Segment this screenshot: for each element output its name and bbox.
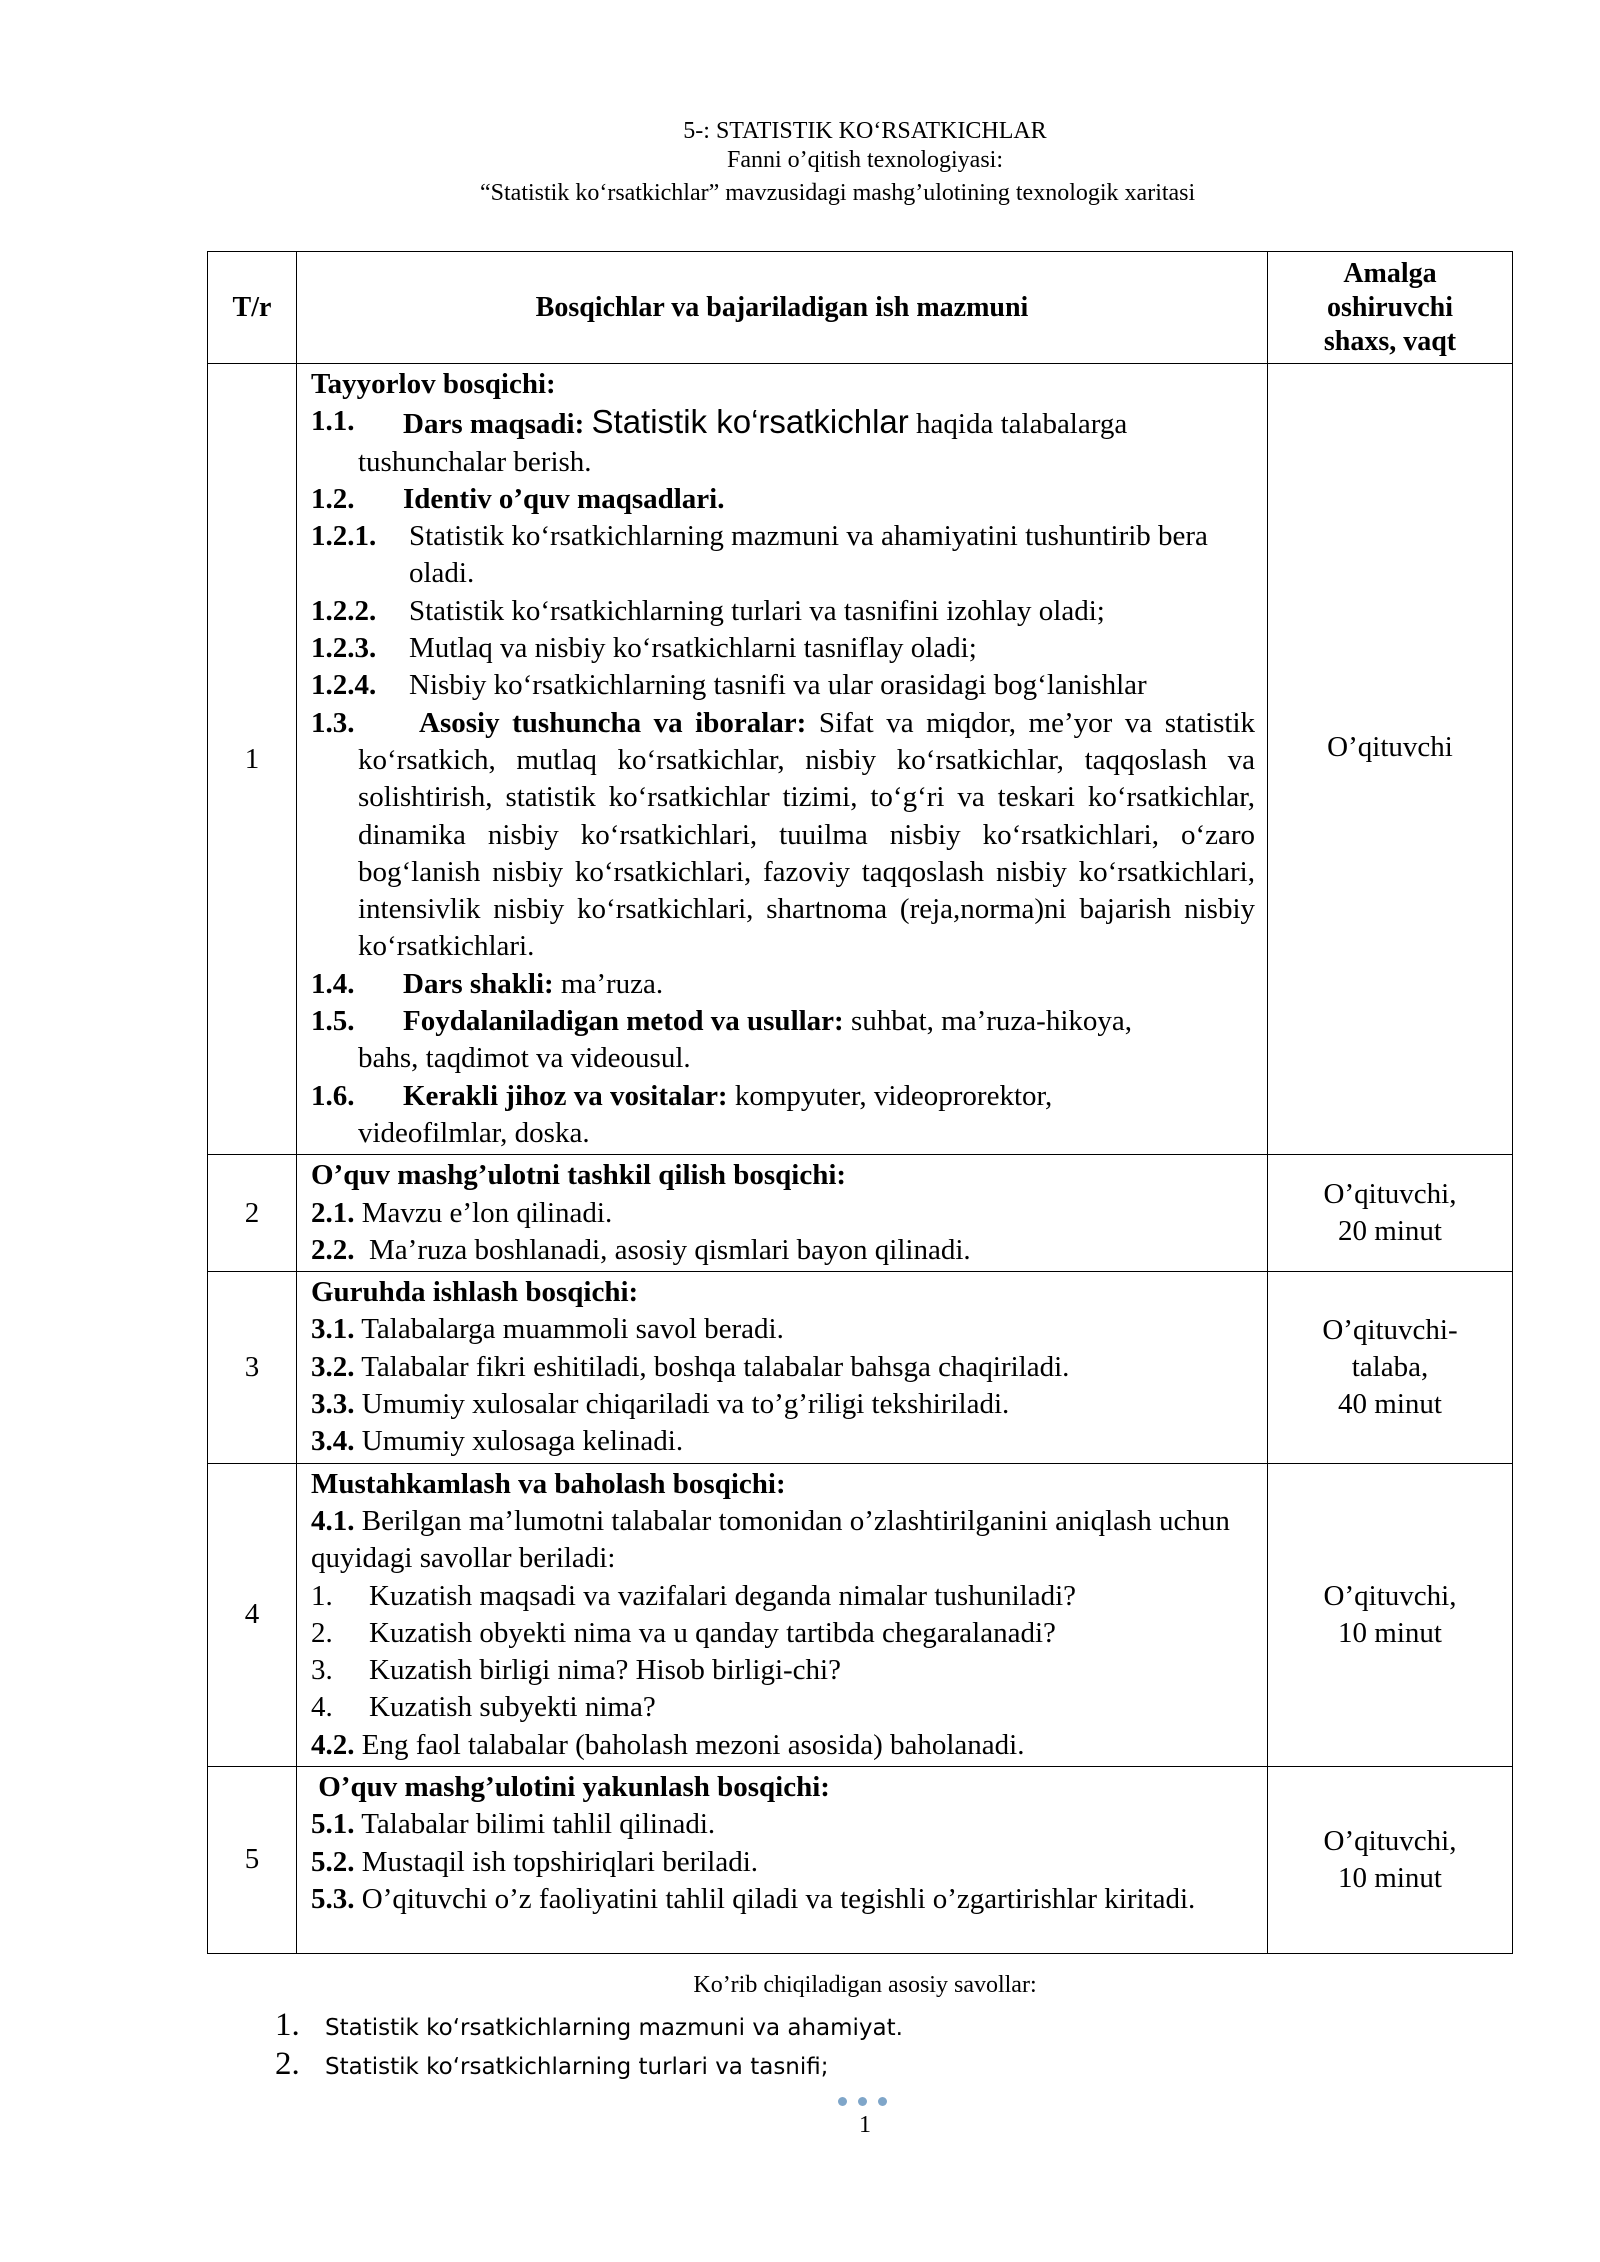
item-label: Foydalaniladigan metod va usullar: <box>403 1005 844 1038</box>
stage-title: Mustahkamlash va baholash bosqichi: <box>311 1467 786 1500</box>
item-value: ma’ruza. <box>560 967 664 1000</box>
item-rest: haqida talabalarga <box>916 408 1128 441</box>
questions-heading: Ko’rib chiqiladigan asosiy savollar: <box>693 1972 1037 1998</box>
stage-title: O’quv mashg’ulotini yakunlash bosqichi: <box>311 1770 830 1803</box>
table-row <box>208 1155 1513 1272</box>
item-number: 1.3. <box>311 706 355 739</box>
question-item <box>311 1615 1255 1652</box>
item-text: Talabalar fikri eshitiladi, boshqa talabalar bahsga chaqiriladi. <box>354 1350 1070 1383</box>
list-item <box>311 705 1255 966</box>
executor-line: O’qituvchi- <box>1322 1313 1458 1346</box>
question-number: 2. <box>275 2046 300 2082</box>
list-item <box>311 1349 1255 1386</box>
doc-subtitle: Fanni o’qitish texnologiyasi: <box>727 147 1003 173</box>
executor-line: O’qituvchi, <box>1323 1579 1457 1612</box>
list-item <box>311 1423 1255 1460</box>
executor-time: 20 minut <box>1338 1215 1442 1248</box>
item-number: 5.1. <box>311 1808 355 1841</box>
question-text: Kuzatish maqsadi va vazifalari deganda nimalar tushuniladi? <box>369 1579 1077 1612</box>
question-list-item <box>275 2007 903 2044</box>
list-item <box>311 1311 1255 1348</box>
item-label: Kerakli jihoz va vositalar: <box>403 1079 728 1112</box>
row-content <box>297 1155 1268 1272</box>
item-label: Identiv o’quv maqsadlari. <box>403 482 725 515</box>
item-number: 1.2.2. <box>311 594 377 627</box>
stage-title: O’quv mashg’ulotni tashkil qilish bosqichi: <box>311 1159 847 1192</box>
item-text: Ma’ruza boshlanadi, asosiy qismlari bayon qilinadi. <box>354 1233 971 1266</box>
item-text <box>403 966 1255 1003</box>
dot-icon <box>838 2097 847 2106</box>
item-text: Sifat va miqdor, me’yor va statistik ko‘rsatkich, mutlaq ko‘rsatkichlar, nisbiy ko‘rsatkichlar, taqqoslash va solishtirish, statistik ko‘rsatkichlar tizimi, to‘g‘ri va teskari ko‘rsatkichlar, dinamika nisbiy ko‘rsatkichlari, tuuilma nisbiy ko‘rsatkichlari, o‘zaro bog‘lanish nisbiy ko‘rsatkichlari, fazoviy taqqoslash nisbiy ko‘rsatkichlari, intensivlik nisbiy ko‘rsatkichlari, shartnoma (reja,norma)ni bajarish nisbiy ko‘rsatkichlari. <box>358 706 1255 963</box>
item-number: 1.5. <box>311 1005 355 1038</box>
list-item <box>311 481 1255 518</box>
list-item <box>311 1078 1255 1115</box>
question-item <box>311 1652 1255 1689</box>
row-content <box>297 364 1268 1155</box>
item-text: Mutlaq va nisbiy ko‘rsatkichlarni tasniflay oladi; <box>409 632 977 665</box>
list-item <box>311 1232 1255 1269</box>
stage-title: Guruhda ishlash bosqichi: <box>311 1276 639 1309</box>
table-row <box>208 1272 1513 1463</box>
item-number: 1.2.1. <box>311 520 377 553</box>
question-text: Kuzatish obyekti nima va u qanday tartibda chegaralanadi? <box>369 1616 1056 1649</box>
question-text: Kuzatish birligi nima? Hisob birligi-chi? <box>369 1654 841 1687</box>
item-number: 3.2. <box>311 1350 355 1383</box>
header-executor <box>1268 252 1513 364</box>
item-value: kompyuter, videoprorektor, <box>734 1079 1053 1112</box>
item-number: 1.2.4. <box>311 669 377 702</box>
list-item <box>311 1881 1255 1918</box>
row-number: 5 <box>208 1766 297 1953</box>
technology-map-table <box>207 251 1513 1954</box>
row-executor <box>1268 1766 1513 1953</box>
item-label: Dars maqsadi: <box>403 408 585 441</box>
row-executor <box>1268 1463 1513 1766</box>
doc-title: 5-: STATISTIK KO‘RSATKICHLAR <box>683 118 1047 144</box>
stage-title: Tayyorlov bosqichi: <box>311 368 556 400</box>
item-text: Talabalarga muammoli savol beradi. <box>354 1313 784 1346</box>
question-number: 1. <box>275 2007 300 2043</box>
item-label: Asosiy tushuncha va iboralar: <box>419 706 807 739</box>
item-label: Dars shakli: <box>403 967 554 1000</box>
item-text <box>403 1078 1255 1115</box>
item-text: Eng faol talabalar (baholash mezoni asosida) baholanadi. <box>354 1728 1025 1761</box>
list-item <box>311 966 1255 1003</box>
question-text: Statistik ko‘rsatkichlarning mazmuni va ahamiyat. <box>325 2015 903 2041</box>
item-text: Mavzu e’lon qilinadi. <box>354 1196 613 1229</box>
item-text: Umumiy xulosaga kelinadi. <box>354 1425 684 1458</box>
item-number: 5.2. <box>311 1845 355 1878</box>
row-number: 4 <box>208 1463 297 1766</box>
item-number: 1.6. <box>311 1079 355 1112</box>
header-executor-l3: shaxs, vaqt <box>1323 325 1457 357</box>
item-number: 1.2.3. <box>311 632 377 665</box>
item-text: Berilgan ma’lumotni talabalar tomonidan o’zlashtirilganini aniqlash uchun quyidagi savollar beriladi: <box>311 1504 1230 1575</box>
header-executor-l2: oshiruvchi <box>1326 291 1454 323</box>
item-number: 4.1. <box>311 1504 355 1537</box>
row-executor <box>1268 1272 1513 1463</box>
header-tr: T/r <box>208 252 297 364</box>
page-number: 1 <box>859 2112 871 2138</box>
list-item <box>311 518 1255 593</box>
question-number: 4. <box>311 1691 333 1724</box>
row-number: 2 <box>208 1155 297 1272</box>
executor-line: O’qituvchi <box>1327 731 1453 763</box>
row-number: 1 <box>208 364 297 1155</box>
list-item <box>311 667 1255 704</box>
item-number: 1.2. <box>311 482 355 515</box>
item-text: Umumiy xulosalar chiqariladi va to’g’riligi tekshiriladi. <box>354 1388 1010 1421</box>
question-item <box>311 1578 1255 1615</box>
item-number: 1.4. <box>311 967 355 1000</box>
list-item <box>311 1503 1255 1578</box>
item-text: Statistik ko‘rsatkichlarning mazmuni va ahamiyatini tushuntirib bera oladi. <box>409 520 1208 590</box>
item-continuation: tushunchalar berish. <box>358 445 592 478</box>
item-number: 1.1. <box>311 405 355 438</box>
row-content <box>297 1766 1268 1953</box>
row-content <box>297 1272 1268 1463</box>
executor-time: 10 minut <box>1338 1861 1442 1894</box>
item-text: O’qituvchi o’z faoliyatini tahlil qiladi va tegishli o’zgartirishlar kiritadi. <box>354 1882 1196 1915</box>
item-text: Nisbiy ko‘rsatkichlarning tasnifi va ular orasidagi bog‘lanishlar <box>409 669 1147 702</box>
item-number: 4.2. <box>311 1728 355 1761</box>
row-executor <box>1268 364 1513 1155</box>
item-text: Statistik ko‘rsatkichlarning turlari va tasnifini izohlay oladi; <box>409 594 1105 627</box>
item-highlight: Statistik ko‘rsatkichlar <box>591 403 909 441</box>
table-row <box>208 1766 1513 1953</box>
item-continuation: videofilmlar, doska. <box>358 1116 590 1149</box>
item-text <box>403 403 1255 443</box>
item-number: 3.4. <box>311 1425 355 1458</box>
executor-time: 40 minut <box>1338 1387 1442 1420</box>
row-executor <box>1268 1155 1513 1272</box>
dot-icon <box>878 2097 887 2106</box>
item-number: 5.3. <box>311 1882 355 1915</box>
question-number: 3. <box>311 1654 333 1687</box>
header-executor-l1: Amalga <box>1343 257 1437 289</box>
item-number: 3.3. <box>311 1388 355 1421</box>
question-item <box>311 1689 1255 1726</box>
list-item <box>311 630 1255 667</box>
list-item <box>311 1727 1255 1764</box>
table-row <box>208 364 1513 1155</box>
list-item <box>311 593 1255 630</box>
list-item <box>311 1003 1255 1040</box>
row-content <box>297 1463 1268 1766</box>
question-number: 1. <box>311 1579 333 1612</box>
list-item <box>311 1844 1255 1881</box>
item-text <box>403 1003 1255 1040</box>
header-content: Bosqichlar va bajariladigan ish mazmuni <box>297 252 1268 364</box>
executor-time: 10 minut <box>1338 1616 1442 1649</box>
list-item <box>311 1195 1255 1232</box>
list-item <box>311 1386 1255 1423</box>
item-continuation: bahs, taqdimot va videousul. <box>358 1042 691 1075</box>
question-text: Kuzatish subyekti nima? <box>369 1691 656 1724</box>
item-number: 2.2. <box>311 1233 355 1266</box>
list-item <box>311 1806 1255 1843</box>
executor-line: O’qituvchi, <box>1323 1824 1457 1857</box>
dot-icon <box>858 2097 867 2106</box>
question-list-item <box>275 2046 829 2083</box>
item-number: 2.1. <box>311 1196 355 1229</box>
executor-line: O’qituvchi, <box>1323 1178 1457 1211</box>
item-text: Mustaqil ish topshiriqlari beriladi. <box>354 1845 759 1878</box>
item-text: Talabalar bilimi tahlil qilinadi. <box>354 1808 716 1841</box>
list-item <box>311 403 1255 443</box>
table-header-row <box>208 252 1513 364</box>
question-text: Statistik ko‘rsatkichlarning turlari va tasnifi; <box>325 2054 829 2080</box>
page-decoration-dots <box>838 2097 887 2106</box>
item-value: suhbat, ma’ruza-hikoya, <box>850 1005 1133 1038</box>
question-number: 2. <box>311 1616 333 1649</box>
executor-line: talaba, <box>1351 1350 1429 1383</box>
table-row <box>208 1463 1513 1766</box>
item-number: 3.1. <box>311 1313 355 1346</box>
doc-caption: “Statistik ko‘rsatkichlar” mavzusidagi mashg’ulotining texnologik xaritasi <box>480 180 1196 206</box>
row-number: 3 <box>208 1272 297 1463</box>
